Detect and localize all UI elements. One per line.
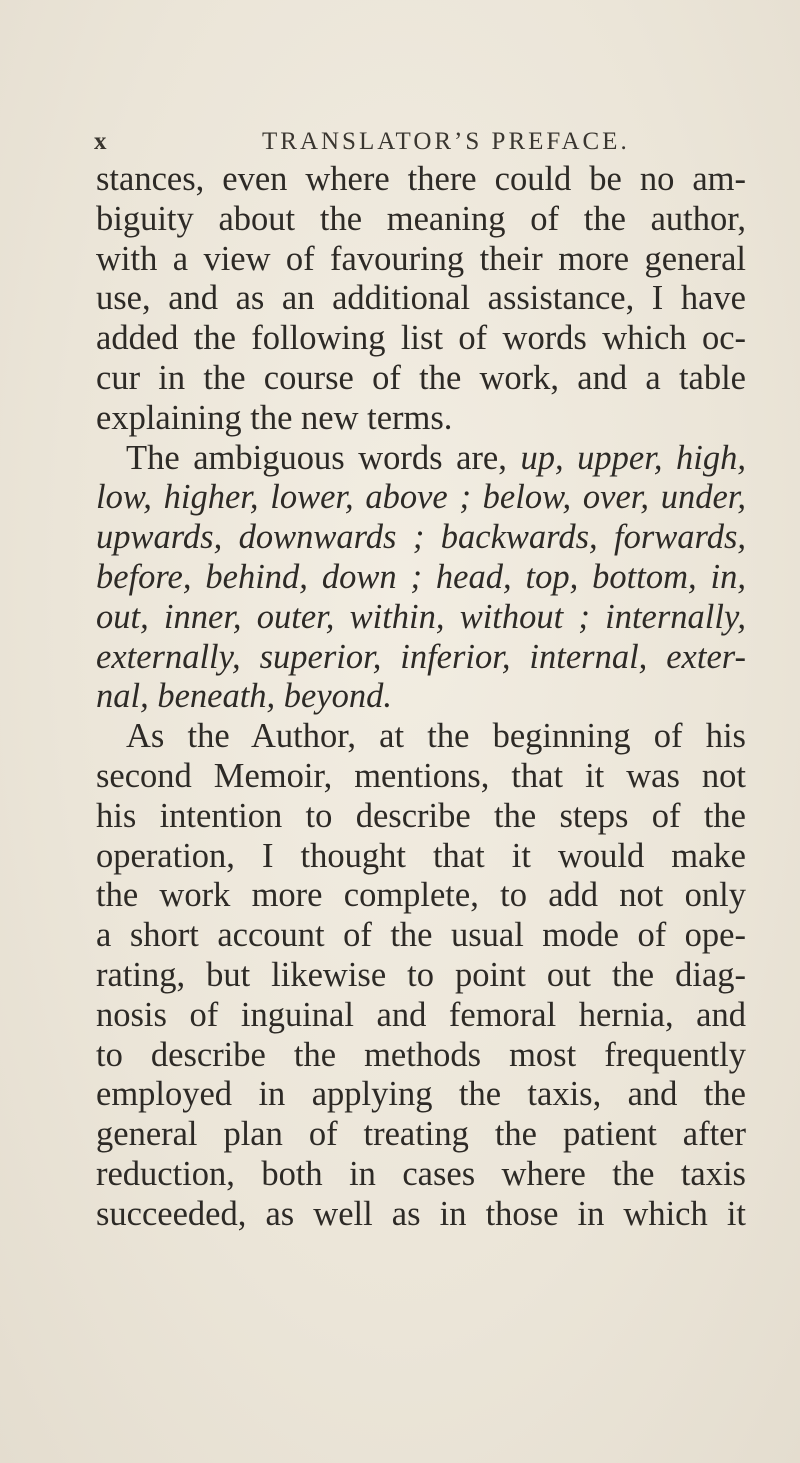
- paragraph-2: [96, 439, 746, 718]
- text-line: to describe the methods most frequently: [96, 1035, 746, 1074]
- text-line: reduction, both in cases where the taxis: [96, 1154, 746, 1193]
- text-line: employed in applying the taxis, and the: [96, 1075, 746, 1114]
- text-line: [96, 439, 746, 479]
- text-line: rating, but likewise to point out the diag-: [96, 955, 746, 994]
- text-line: nosis of inguinal and femoral hernia, and: [96, 995, 746, 1034]
- text-line: cur in the course of the work, and a table: [96, 358, 746, 397]
- paragraph-1: [96, 160, 746, 439]
- italic-term-list: low, higher, lower, above ; below, over, under,: [96, 478, 746, 517]
- italic-term-list: externally, superior, inferior, internal, exter-: [96, 637, 746, 676]
- text-line: As the Author, at the beginning of his: [126, 717, 746, 756]
- italic-term-list: upwards, downwards ; backwards, forwards,: [96, 518, 746, 557]
- text-line: explaining the new terms.: [96, 398, 453, 437]
- italic-term-list: out, inner, outer, within, without ; internally,: [96, 597, 746, 636]
- text-line: succeeded, as well as in those in which it: [96, 1194, 746, 1233]
- text-line: second Memoir, mentions, that it was not: [96, 756, 746, 795]
- page-number: x: [94, 128, 110, 155]
- text-line: general plan of treating the patient after: [96, 1115, 746, 1154]
- text-line: use, and as an additional assistance, I have: [96, 279, 746, 318]
- body-text: [96, 160, 746, 1235]
- text-line: stances, even where there could be no am-: [96, 160, 746, 198]
- italic-term-list: nal, beneath, beyond.: [96, 677, 393, 716]
- paragraph-lead: The ambiguous words are,: [126, 438, 507, 477]
- text-line: the work more complete, to add not only: [96, 876, 746, 915]
- running-title: TRANSLATOR’S PREFACE.: [262, 128, 630, 155]
- text-line: his intention to describe the steps of the: [96, 796, 746, 835]
- italic-term-list: before, behind, down ; head, top, bottom, in,: [96, 557, 746, 596]
- text-line: a short account of the usual mode of ope-: [96, 916, 746, 955]
- text-line: added the following list of words which oc-: [96, 319, 746, 358]
- text-line: operation, I thought that it would make: [96, 836, 746, 875]
- text-line: biguity about the meaning of the author,: [96, 199, 746, 238]
- italic-term-list: up, upper, high,: [520, 438, 747, 477]
- text-line: with a view of favouring their more general: [96, 239, 746, 278]
- paragraph-3: [96, 717, 746, 1234]
